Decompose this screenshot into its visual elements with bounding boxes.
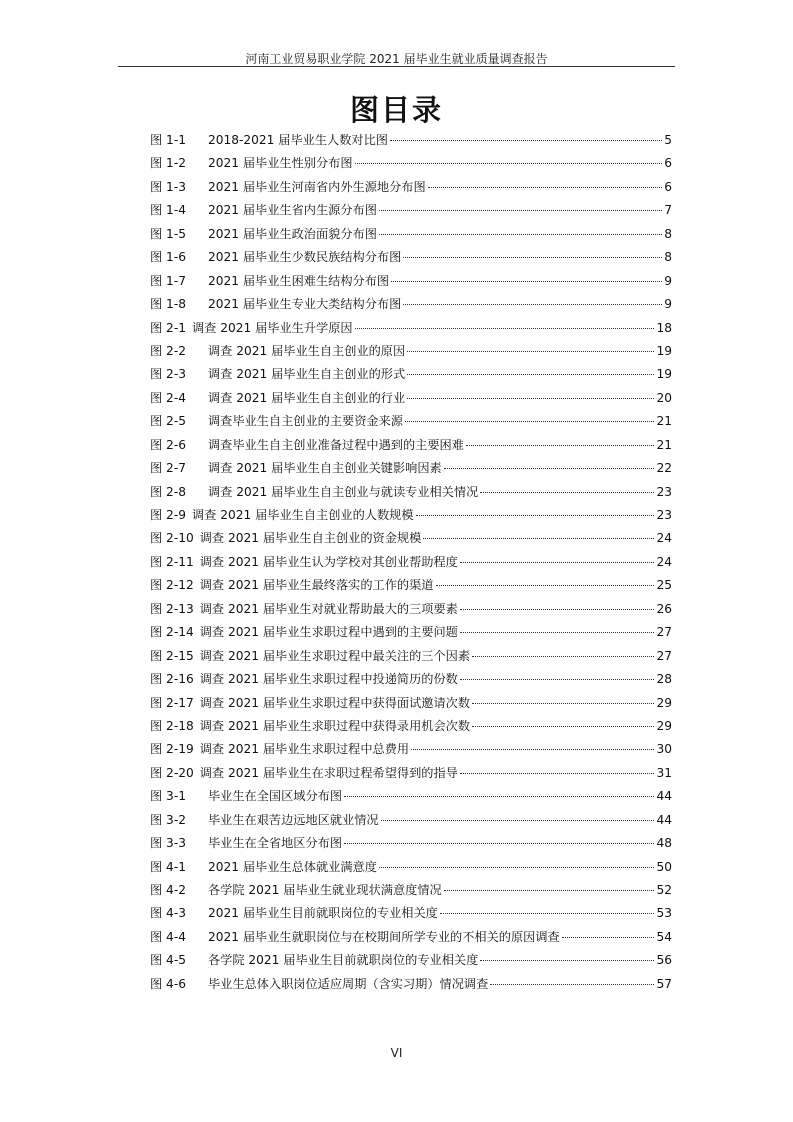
- dot-leader: [379, 210, 662, 211]
- toc-entry-title: 调查 2021 届毕业生升学原因: [191, 320, 353, 335]
- dot-leader: [428, 187, 663, 188]
- toc-entry-title: 调查 2021 届毕业生认为学校对其创业帮助程度: [199, 554, 458, 569]
- toc-entry-label: 图 1-7: [150, 273, 186, 288]
- toc-entry[interactable]: [150, 647, 672, 670]
- toc-entry-title: 毕业生在全省地区分布图: [207, 836, 343, 851]
- toc-entry[interactable]: [150, 576, 672, 599]
- toc-entry-label: 图 1-8: [150, 297, 186, 312]
- toc-entry-page: 48: [656, 836, 672, 851]
- toc-entry-label: 图 4-1: [150, 859, 186, 874]
- toc-entry[interactable]: [150, 694, 672, 717]
- toc-entry[interactable]: [150, 365, 672, 388]
- dot-leader: [460, 609, 655, 610]
- dot-leader: [472, 656, 654, 657]
- toc-entry[interactable]: [150, 951, 672, 974]
- toc-entry[interactable]: [150, 272, 672, 295]
- dot-leader: [405, 421, 655, 422]
- header-divider: [118, 66, 675, 67]
- toc-entry-page: 9: [664, 297, 672, 312]
- toc-entry-page: 9: [664, 273, 672, 288]
- toc-entry-label: 图 1-3: [150, 179, 186, 194]
- toc-entry-page: 44: [656, 812, 672, 827]
- dot-leader: [407, 398, 654, 399]
- toc-entry-page: 52: [656, 883, 672, 897]
- toc-entry[interactable]: [150, 483, 672, 506]
- toc-entry-page: 44: [656, 789, 672, 804]
- dot-leader: [381, 820, 655, 821]
- toc-entry-page: 30: [656, 742, 672, 757]
- toc-entry-label: 图 1-1: [150, 133, 186, 147]
- dot-leader: [355, 328, 655, 329]
- toc-entry-title: 各学院 2021 届毕业生就业现状满意度情况: [207, 883, 442, 897]
- toc-entry-title: 毕业生在全国区域分布图: [207, 789, 343, 804]
- toc-entry[interactable]: [150, 717, 672, 740]
- toc-entry-page: 29: [656, 718, 672, 733]
- toc-entry-page: 56: [656, 953, 672, 968]
- toc-entry-title: 调查毕业生自主创业准备过程中遇到的主要困难: [207, 437, 464, 452]
- toc-entry-page: 20: [656, 390, 672, 405]
- toc-entry-title: 调查 2021 届毕业生对就业帮助最大的三项要素: [199, 601, 458, 616]
- toc-entry-label: 图 2-13: [150, 601, 194, 616]
- dot-leader: [379, 234, 662, 235]
- toc-entry[interactable]: [150, 553, 672, 576]
- toc-entry-label: 图 3-1: [150, 789, 186, 804]
- dot-leader: [379, 867, 655, 868]
- toc-entry-title: 调查 2021 届毕业生求职过程中最关注的三个因素: [199, 648, 471, 663]
- toc-entry-title: 调查 2021 届毕业生自主创业的形式: [207, 367, 406, 382]
- toc-entry-title: 2021 届毕业生困难生结构分布图: [207, 273, 390, 288]
- toc-entry-title: 2021 届毕业生专业大类结构分布图: [207, 297, 402, 312]
- toc-entry-title: 调查 2021 届毕业生在求职过程希望得到的指导: [199, 765, 458, 780]
- toc-entry-label: 图 3-2: [150, 812, 186, 827]
- dot-leader: [480, 492, 654, 493]
- toc-entry-label: 图 2-18: [150, 718, 194, 733]
- toc-entry-label: 图 2-14: [150, 625, 194, 640]
- dot-leader: [416, 515, 655, 516]
- toc-entry-label: 图 1-5: [150, 226, 186, 241]
- toc-entry-page: 5: [664, 133, 672, 147]
- toc-entry-title: 调查 2021 届毕业生自主创业关键影响因素: [207, 461, 442, 476]
- toc-entry-label: 图 2-6: [150, 437, 186, 452]
- toc-entry-title: 调查 2021 届毕业生自主创业的行业: [207, 390, 406, 405]
- toc-entry-label: 图 2-4: [150, 390, 186, 405]
- toc-entry-label: 图 2-15: [150, 648, 194, 663]
- toc-entry-label: 图 3-3: [150, 836, 186, 851]
- toc-entry[interactable]: [150, 764, 672, 787]
- toc-entry-page: 18: [656, 320, 672, 335]
- toc-entry[interactable]: [150, 904, 672, 927]
- toc-entry-label: 图 2-19: [150, 742, 194, 757]
- dot-leader: [460, 679, 655, 680]
- toc-entry-label: 图 2-9: [150, 508, 186, 522]
- dot-leader: [460, 562, 655, 563]
- toc-entry-title: 调查 2021 届毕业生自主创业的人数规模: [191, 508, 414, 522]
- toc-entry-label: 图 4-5: [150, 953, 186, 968]
- toc-entry[interactable]: [150, 201, 672, 224]
- toc-entry[interactable]: [150, 459, 672, 482]
- toc-entry-title: 调查 2021 届毕业生求职过程中获得面试邀请次数: [199, 695, 471, 710]
- toc-entry-page: 25: [656, 578, 672, 593]
- toc-entry[interactable]: [150, 178, 672, 201]
- toc-entry-title: 2018-2021 届毕业生人数对比图: [207, 133, 388, 147]
- toc-entry-title: 调查 2021 届毕业生求职过程中总费用: [199, 742, 410, 757]
- toc-entry-page: 6: [664, 156, 672, 171]
- toc-entry-title: 调查 2021 届毕业生自主创业的原因: [207, 343, 406, 358]
- toc-entry-title: 2021 届毕业生省内生源分布图: [207, 203, 377, 218]
- toc-entry-page: 50: [656, 859, 672, 874]
- toc-entry-title: 2021 届毕业生目前就职岗位的专业相关度: [207, 906, 438, 921]
- toc-entry[interactable]: [150, 131, 672, 154]
- dot-leader: [562, 937, 655, 938]
- toc-entry-label: 图 2-5: [150, 414, 186, 429]
- toc-entry-label: 图 2-20: [150, 765, 194, 780]
- dot-leader: [466, 445, 655, 446]
- toc-entry-page: 28: [656, 672, 672, 687]
- toc-entry-title: 毕业生在艰苦边远地区就业情况: [207, 812, 379, 827]
- dot-leader: [403, 304, 662, 305]
- toc-entry-page: 26: [656, 601, 672, 616]
- toc-entry-page: 23: [656, 484, 672, 499]
- dot-leader: [403, 257, 662, 258]
- toc-entry-title: 2021 届毕业生河南省内外生源地分布图: [207, 179, 426, 194]
- dot-leader: [407, 374, 654, 375]
- toc-entry-title: 2021 届毕业生就职岗位与在校期间所学专业的不相关的原因调查: [207, 929, 560, 944]
- toc-entry-page: 27: [656, 625, 672, 640]
- toc-entry-page: 53: [656, 906, 672, 921]
- dot-leader: [344, 796, 654, 797]
- toc-entry-title: 调查 2021 届毕业生自主创业的资金规模: [199, 531, 422, 546]
- toc-entry-page: 19: [656, 343, 672, 358]
- toc-entry-page: 21: [656, 414, 672, 429]
- dot-leader: [391, 281, 662, 282]
- dot-leader: [472, 726, 654, 727]
- toc-entry[interactable]: [150, 248, 672, 271]
- toc-entry[interactable]: [150, 670, 672, 693]
- toc-entry-label: 图 2-16: [150, 672, 194, 687]
- toc-entry-label: 图 2-10: [150, 531, 194, 546]
- toc-entry[interactable]: [150, 834, 672, 857]
- toc-entry[interactable]: [150, 295, 672, 318]
- dot-leader: [344, 843, 654, 844]
- dot-leader: [460, 773, 655, 774]
- toc-entry[interactable]: [150, 858, 672, 881]
- toc-entry-label: 图 2-3: [150, 367, 186, 382]
- toc-entry[interactable]: [150, 412, 672, 435]
- toc-entry-page: 21: [656, 437, 672, 452]
- toc-entry-label: 图 1-2: [150, 156, 186, 171]
- toc-entry[interactable]: [150, 389, 672, 412]
- toc-entry-title: 调查 2021 届毕业生求职过程中获得录用机会次数: [199, 718, 471, 733]
- toc-entry[interactable]: [150, 154, 672, 177]
- toc-entry[interactable]: [150, 787, 672, 810]
- dot-leader: [480, 960, 654, 961]
- toc-entry[interactable]: [150, 319, 672, 342]
- toc-entry-page: 8: [664, 226, 672, 241]
- toc-entry[interactable]: [150, 529, 672, 552]
- toc-entry-title: 调查毕业生自主创业的主要资金来源: [207, 414, 403, 429]
- dot-leader: [440, 913, 655, 914]
- toc-entry-title: 调查 2021 届毕业生求职过程中投递简历的份数: [199, 672, 458, 687]
- toc-entry-label: 图 4-3: [150, 906, 186, 921]
- toc-entry-label: 图 2-8: [150, 484, 186, 499]
- toc-entry-label: 图 4-4: [150, 929, 186, 944]
- toc-entry-page: 22: [656, 461, 672, 476]
- toc-entry-label: 图 4-6: [150, 976, 186, 991]
- toc-entry-page: 27: [656, 648, 672, 663]
- dot-leader: [444, 468, 655, 469]
- toc-entry[interactable]: [150, 975, 672, 998]
- toc-entry[interactable]: [150, 436, 672, 459]
- toc-entry-page: 6: [664, 179, 672, 194]
- toc-entry-title: 2021 届毕业生少数民族结构分布图: [207, 250, 402, 265]
- toc-entry-title: 2021 届毕业生总体就业满意度: [207, 859, 377, 874]
- dot-leader: [355, 163, 663, 164]
- toc-entry-page: 7: [664, 203, 672, 218]
- toc-entry-page: 54: [656, 929, 672, 944]
- toc-entry-page: 8: [664, 250, 672, 265]
- dot-leader: [423, 538, 654, 539]
- toc-entry[interactable]: [150, 740, 672, 763]
- toc-entry-page: 57: [656, 976, 672, 991]
- toc-entry-label: 图 2-1: [150, 320, 186, 335]
- toc-entry-page: 24: [656, 554, 672, 569]
- toc-entry-label: 图 2-7: [150, 461, 186, 476]
- toc-entry-label: 图 2-2: [150, 343, 186, 358]
- toc-entry-page: 31: [656, 765, 672, 780]
- toc-entry[interactable]: [150, 225, 672, 248]
- toc-entry-page: 23: [656, 508, 672, 522]
- toc-entry-label: 图 2-12: [150, 578, 194, 593]
- toc-entry-label: 图 2-17: [150, 695, 194, 710]
- toc-entry[interactable]: [150, 342, 672, 365]
- toc-entry-label: 图 1-6: [150, 250, 186, 265]
- toc-entry[interactable]: [150, 881, 672, 904]
- toc-entry-label: 图 2-11: [150, 554, 194, 569]
- toc-entry-title: 调查 2021 届毕业生最终落实的工作的渠道: [199, 578, 434, 593]
- table-of-figures: [150, 131, 672, 998]
- page-number: VI: [390, 1046, 403, 1060]
- toc-entry[interactable]: [150, 928, 672, 951]
- dot-leader: [472, 703, 654, 704]
- toc-entry[interactable]: [150, 811, 672, 834]
- toc-entry-title: 2021 届毕业生政治面貌分布图: [207, 226, 377, 241]
- dot-leader: [444, 890, 655, 891]
- toc-entry-label: 图 1-4: [150, 203, 186, 218]
- dot-leader: [436, 585, 655, 586]
- page-title: 图目录: [349, 93, 443, 127]
- dot-leader: [460, 632, 655, 633]
- toc-entry-title: 调查 2021 届毕业生求职过程中遇到的主要问题: [199, 625, 458, 640]
- toc-entry-page: 19: [656, 367, 672, 382]
- dot-leader: [490, 984, 654, 985]
- toc-entry-title: 各学院 2021 届毕业生目前就职岗位的专业相关度: [207, 953, 479, 968]
- toc-entry[interactable]: [150, 600, 672, 623]
- dot-leader: [407, 351, 654, 352]
- dot-leader: [411, 749, 654, 750]
- toc-entry-page: 24: [656, 531, 672, 546]
- toc-entry[interactable]: [150, 623, 672, 646]
- toc-entry-title: 2021 届毕业生性别分布图: [207, 156, 353, 171]
- toc-entry-title: 调查 2021 届毕业生自主创业与就读专业相关情况: [207, 484, 479, 499]
- running-header: 河南工业贸易职业学院 2021 届毕业生就业质量调查报告: [245, 52, 548, 66]
- toc-entry-label: 图 4-2: [150, 883, 186, 897]
- toc-entry-title: 毕业生总体入职岗位适应周期（含实习期）情况调查: [207, 976, 489, 991]
- toc-entry[interactable]: [150, 506, 672, 529]
- dot-leader: [390, 140, 662, 141]
- toc-entry-page: 29: [656, 695, 672, 710]
